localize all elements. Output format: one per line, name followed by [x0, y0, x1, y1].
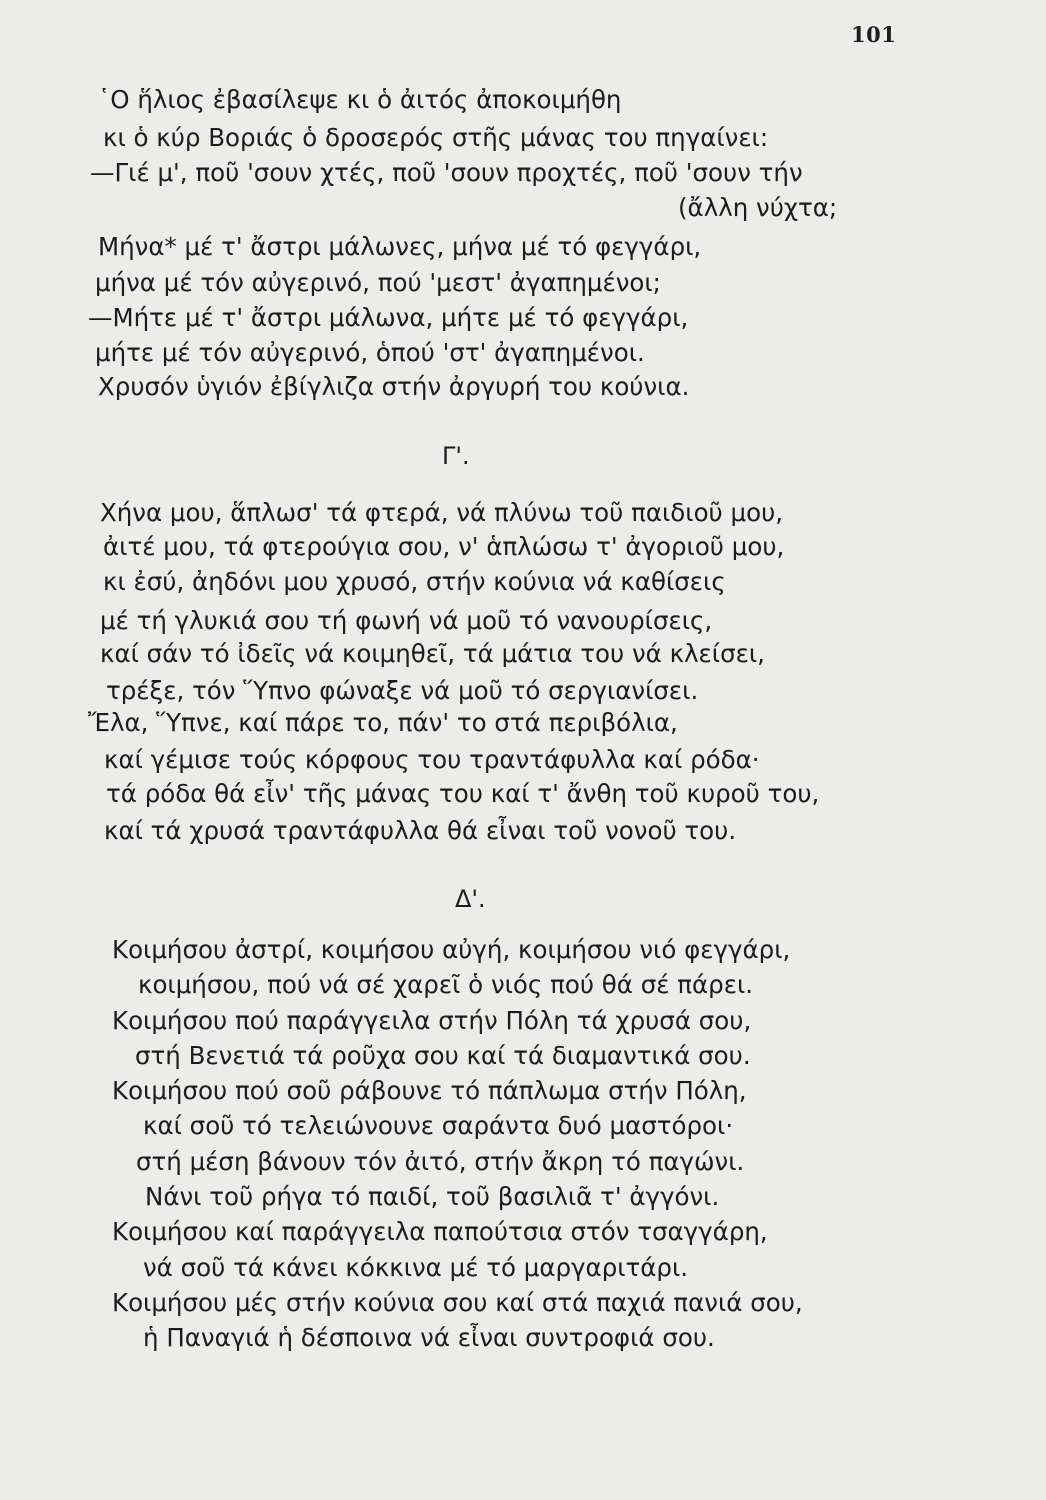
poem-line: κι ὁ κύρ Βοριάς ὁ δροσερός στῆς μάνας του πηγαίνει: [103, 123, 769, 152]
poem-line: μήτε μέ τόν αὐγερινό, ὁπού 'στ' ἀγαπημένοι. [95, 338, 645, 367]
section-heading: Γ'. [442, 442, 470, 470]
poem-line: —Γιέ μ', ποῦ 'σουν χτές, ποῦ 'σουν προχτές, ποῦ 'σουν τήν [90, 158, 803, 187]
poem-line: Κοιμήσου πού σοῦ ράβουνε τό πάπλωμα στήν Πόλη, [112, 1076, 747, 1105]
poem-line: Χήνα μου, ἅπλωσ' τά φτερά, νά πλύνω τοῦ παιδιοῦ μου, [100, 498, 784, 527]
poem-line: καί γέμισε τούς κόρφους του τραντάφυλλα καί ρόδα· [104, 745, 760, 774]
poem-line: κοιμήσου, πού νά σέ χαρεῖ ὁ νιός πού θά σέ πάρει. [138, 970, 754, 999]
poem-line: καί σοῦ τό τελειώνουνε σαράντα δυό μαστόροι· [143, 1111, 734, 1140]
poem-line: ἀιτέ μου, τά φτερούγια σου, ν' ἁπλώσω τ' ἀγοριοῦ μου, [103, 532, 785, 561]
poem-line: καί σάν τό ἰδεῖς νά κοιμηθεῖ, τά μάτια του νά κλείσει, [100, 639, 765, 668]
poem-line: καί τά χρυσά τραντάφυλλα θά εἶναι τοῦ νονοῦ του. [104, 816, 737, 845]
section-heading: Δ'. [455, 885, 486, 913]
poem-line: Κοιμήσου πού παράγγειλα στήν Πόλη τά χρυσά σου, [112, 1006, 752, 1035]
poem-line: τά ρόδα θά εἶν' τῆς μάνας του καί τ' ἄνθη τοῦ κυροῦ του, [106, 779, 820, 808]
poem-line: (ἄλλη νύχτα; [678, 193, 838, 222]
page-number: 101 [851, 22, 897, 47]
poem-line: Μήνα* μέ τ' ἄστρι μάλωνες, μήνα μέ τό φεγγάρι, [98, 232, 702, 261]
poem-line: Κοιμήσου μές στήν κούνια σου καί στά παχιά πανιά σου, [112, 1288, 803, 1317]
poem-line: μήνα μέ τόν αὐγερινό, πού 'μεστ' ἀγαπημένοι; [95, 268, 661, 297]
poem-line: ῾Ο ἥλιος ἐβασίλεψε κι ὁ ἀιτός ἀποκοιμήθη [98, 85, 622, 114]
poem-line: κι ἐσύ, ἀηδόνι μου χρυσό, στήν κούνια νά καθίσεις [103, 567, 726, 596]
poem-line: τρέξε, τόν Ὕπνο φώναξε νά μοῦ τό σεργιανίσει. [106, 676, 699, 705]
poem-line: νά σοῦ τά κάνει κόκκινα μέ τό μαργαριτάρι. [143, 1253, 689, 1282]
poem-line: Ἔλα, Ὕπνε, καί πάρε το, πάν' το στά περιβόλια, [88, 708, 678, 737]
poem-line: στή μέση βάνουν τόν ἀιτό, στήν ἄκρη τό παγώνι. [136, 1147, 745, 1176]
poem-line: —Μήτε μέ τ' ἄστρι μάλωνα, μήτε μέ τό φεγγάρι, [88, 303, 689, 332]
poem-line: Νάνι τοῦ ρήγα τό παιδί, τοῦ βασιλιᾶ τ' ἀγγόνι. [145, 1182, 720, 1211]
poem-line: Κοιμήσου ἀστρί, κοιμήσου αὐγή, κοιμήσου νιό φεγγάρι, [112, 935, 791, 964]
poem-line: μέ τή γλυκιά σου τή φωνή νά μοῦ τό νανουρίσεις, [100, 606, 713, 635]
poem-line: ἡ Παναγιά ἡ δέσποινα νά εἶναι συντροφιά σου. [143, 1323, 715, 1352]
poem-line: στή Βενετιά τά ροῦχα σου καί τά διαμαντικά σου. [135, 1041, 751, 1070]
poem-line: Κοιμήσου καί παράγγειλα παπούτσια στόν τσαγγάρη, [112, 1217, 768, 1246]
poem-line: Χρυσόν ὑγιόν ἐβίγλιζα στήν ἀργυρή του κούνια. [98, 372, 690, 401]
